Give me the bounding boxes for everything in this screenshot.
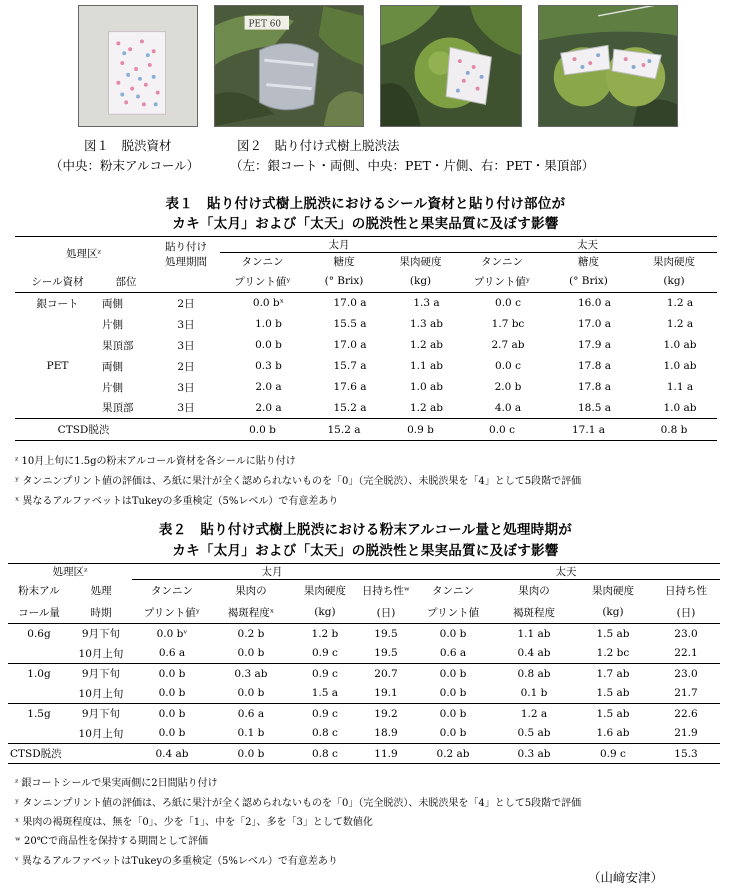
t1-cell-t2: 17.0 a: [333, 297, 367, 310]
t2-h-taiten: 太天: [412, 564, 720, 580]
t1-row: [15, 293, 717, 314]
t2-cell-a2: 0.2 b: [237, 627, 265, 640]
t1-row: [15, 335, 717, 356]
fig2-caption: 図２ 貼り付け式樹上脱渋法: [237, 138, 400, 153]
t1-cell-u3: 1.0 ab: [663, 401, 697, 414]
t2-cell-b2: 1.2 a: [494, 704, 574, 724]
t2-cell-a1: 0.0 bᵛ: [156, 627, 188, 640]
t2-cell-amount: [8, 684, 70, 704]
t1-cell-part: 両側: [102, 360, 123, 373]
t1-cell-u2: 17.9 a: [578, 339, 611, 351]
t2-note-y: ʸ タンニンプリント値の評価は、ろ紙に果汁が全く認められないものを「0」（完全脱渋）、未脱渋果を「4」として5段階で評価: [15, 798, 582, 809]
t2-cell-b1: 0.6 a: [439, 647, 467, 660]
t2-cell-b3: 1.5 ab: [596, 687, 630, 700]
t1-h-brix-2: 糖度: [578, 256, 599, 269]
table1-title-line1: 表１ 貼り付け式樹上脱渋におけるシール資材と貼り付け部位が: [165, 196, 566, 212]
t2-cell-b3: 1.7 ab: [574, 664, 652, 684]
t2-h-shelf-2: 日持ち性: [664, 585, 707, 598]
t1-cell-t2: 17.0 a: [333, 339, 367, 351]
t1-cell-period: 2日: [177, 360, 195, 373]
photo-pet-apex: [538, 5, 678, 127]
t2-h-powder: 粉末アル: [18, 585, 60, 597]
t1-h-brix-unit: (° Brix): [324, 275, 364, 288]
t2-cell-b1: 0.0 b: [412, 664, 494, 684]
t1-h-firm-2: 果肉硬度: [653, 256, 695, 269]
t1-h-print-2: プリント値ʸ: [473, 275, 531, 288]
t1-h-tannin-2: タンニン: [481, 256, 523, 269]
t2-cell-b4: 22.1: [674, 647, 698, 660]
t2-cell-b3: 1.2 bc: [596, 647, 630, 660]
t1-cell-u3: 1.0 ab: [663, 339, 697, 351]
t1-cell-part: 片側: [102, 381, 123, 394]
photo-silver-coat: [214, 5, 364, 127]
t1-cell-t3: 1.3 ab: [409, 318, 444, 330]
t1-cell-period: 3日: [177, 402, 195, 415]
t1-cell-u1: 4.0 a: [494, 401, 522, 414]
t2-cell-time: 9月下旬: [81, 628, 121, 641]
t1-cell-t1: 0.0 bˣ: [252, 297, 285, 310]
t1-cell-t2: 15.5 a: [333, 318, 367, 330]
t2-cell-a3: 0.9 c: [290, 664, 360, 684]
t1-cell-u3: 1.1 a: [666, 381, 694, 393]
t2-row: [8, 724, 720, 744]
t2-h-brown-degree-2: 褐斑程度: [513, 606, 555, 619]
photo-pet-side: [380, 5, 522, 127]
t1-note-x: ˣ 異なるアルファベットはTukeyの多重検定（5%レベル）で有意差あり: [15, 496, 339, 507]
t2-cell-a1: 0.0 b: [158, 727, 186, 740]
t2-cell-b3: 1.5 ab: [574, 704, 652, 724]
t1-cell-u2: 17.8 a: [578, 381, 611, 393]
t2-cell-b4: 21.7: [674, 687, 698, 700]
t2-h-brown-2: 果肉の: [518, 585, 550, 598]
t1-cell-u1: 1.7 bc: [491, 318, 525, 330]
t1-cell-seal: 銀コート: [36, 297, 79, 310]
t1-cell-t1: 0.3 b: [255, 360, 282, 372]
t1-h-part: 部位: [115, 275, 137, 288]
t2-cell-b1: 0.0 b: [412, 704, 494, 724]
t1-cell-u1: 2.0 b: [494, 381, 522, 393]
t2-cell-a4: 20.7: [360, 664, 412, 684]
t2-h-brown: 果肉の: [235, 585, 267, 598]
t2-cell-a1: 0.0 b: [132, 704, 212, 724]
t2-cell-a1: 0.0 b: [158, 687, 186, 700]
t1-cell-t3: 1.2 ab: [409, 339, 444, 351]
t2-cell-b2: 0.4 ab: [517, 647, 551, 660]
t1-h-firm: 果肉硬度: [399, 256, 442, 269]
t1-h-seal: シール資材: [31, 275, 84, 288]
t2-note-z: ᶻ 銀コートシールで果実両側に2日間貼り付け: [15, 778, 218, 789]
t1-cell-u3: 1.0 ab: [663, 360, 697, 372]
fig2-subcaption: （左：銀コート・両側、中央：PET・片側、右：PET・果頂部）: [230, 158, 595, 173]
t1-cell-period: 3日: [177, 339, 195, 352]
t2-cell-b1: 0.0 b: [439, 627, 467, 640]
t1-cell-t2: 15.2 a: [333, 401, 367, 414]
t2-cell-b4: 23.0: [652, 664, 720, 684]
t1-note-z: ᶻ 10月上旬に1.5gの粉末アルコール資材を各シールに貼り付け: [15, 456, 296, 467]
t2-cell-a2: 0.0 b: [237, 687, 265, 700]
t2-row: [8, 704, 720, 724]
table2-title-line1: 表２ 貼り付け式樹上脱渋における粉末アルコール量と処理時期が: [158, 522, 573, 538]
t2-cell-b2: 1.1 ab: [517, 627, 551, 640]
t2-cell-b2: 0.8 ab: [494, 664, 574, 684]
t1-cell-u2: 18.5 a: [578, 401, 611, 414]
t2-cell-b4: 23.0: [674, 627, 698, 640]
table2: [8, 563, 720, 764]
t2-row: [8, 644, 720, 664]
t2-note-x: ˣ 果肉の褐斑程度は、無を「0」、少を「1」、中を「2」、多を「3」として数値化: [15, 817, 373, 828]
t1-h-brix-unit-2: (° Brix): [569, 275, 608, 288]
t2-cell-a2: 0.6 a: [212, 704, 290, 724]
t2-ctsd-row: CTSD脱渋 0.4 ab 0.0 b 0.8 c 11.9 0.2 ab 0.3 ab 0.9 c 15.3: [8, 744, 720, 764]
t2-cell-time: 9月下旬: [70, 664, 132, 684]
t2-row: [8, 684, 720, 704]
t2-h-print: プリント値ʸ: [143, 606, 201, 619]
table2-title-line2: カキ「太月」および「太天」の脱渋性と果実品質に及ぼす影響: [172, 543, 559, 559]
t1-cell-period: 3日: [177, 318, 195, 331]
t1-cell-part: 果頂部: [102, 339, 134, 352]
t1-h-period: 貼り付け 処理期間: [165, 240, 207, 268]
t2-h-time-2: 時期: [90, 606, 112, 619]
t1-cell-t2: 17.6 a: [333, 381, 367, 393]
t1-h-taiten: 太天: [458, 237, 717, 253]
t2-cell-b3: 1.6 ab: [596, 727, 630, 740]
t2-cell-amount: [8, 644, 70, 664]
t1-ctsd-row: CTSD脱渋 0.0 b 15.2 a 0.9 b 0.0 c 17.1 a 0.8 b: [15, 419, 717, 441]
t2-cell-time: 10月上旬: [78, 647, 124, 660]
t2-cell-b4: 22.6: [652, 704, 720, 724]
t2-cell-a4: 19.5: [374, 647, 398, 660]
t1-cell-t3: 1.0 ab: [409, 381, 444, 393]
t1-cell-u1: 0.0 c: [495, 360, 521, 372]
t2-cell-a4: 19.5: [374, 627, 398, 640]
t1-cell-u1: 0.0 c: [495, 297, 521, 310]
t2-h-firm: 果肉硬度: [303, 585, 346, 598]
t1-row: [15, 356, 717, 377]
t2-cell-time: 10月上旬: [78, 687, 124, 700]
t1-cell-t1: 2.0 a: [255, 401, 282, 414]
t1-h-print: プリント値ʸ: [234, 275, 291, 288]
t1-cell-seal: [15, 314, 100, 335]
t2-note-v: ᵛ 異なるアルファベットはTukeyの多重検定（5%レベル）で有意差あり: [15, 856, 338, 867]
t2-cell-a4: 19.1: [374, 687, 398, 700]
t1-row: [15, 314, 717, 335]
t2-h-powder-2: コール量: [18, 606, 60, 619]
t2-h-tannin-2: タンニン: [432, 585, 475, 598]
t2-cell-b2: 0.1 b: [520, 687, 548, 700]
t2-cell-a3: 1.5 a: [311, 687, 339, 700]
table1-title-line2: カキ「太月」および「太天」の脱渋性と果実品質に及ぼす影響: [172, 216, 559, 232]
t1-cell-part: 両側: [102, 297, 123, 310]
t1-cell-part: 片側: [102, 318, 123, 331]
t1-h-brix: 糖度: [333, 256, 355, 269]
t1-h-firm-unit: (kg): [409, 275, 432, 288]
t2-cell-a3: 1.2 b: [311, 627, 339, 640]
t1-h-firm-unit-2: (kg): [663, 275, 685, 288]
t2-h-firm-unit-2: (kg): [602, 606, 624, 619]
t2-row: [8, 624, 720, 644]
t2-cell-a2: 0.0 b: [237, 647, 265, 660]
t1-cell-t1: 2.0 a: [255, 381, 282, 393]
t1-h-treatment: 処理区ᶻ: [66, 248, 101, 261]
t1-cell-seal: [15, 335, 100, 356]
t1-cell-u2: 16.0 a: [578, 297, 611, 310]
t1-cell-t3: 1.3 a: [413, 297, 440, 310]
t2-cell-b1: 0.0 b: [439, 687, 467, 700]
t2-h-firm-unit: (kg): [314, 606, 336, 619]
t2-cell-time: 9月下旬: [70, 704, 132, 724]
t2-cell-time: 10月上旬: [78, 727, 124, 740]
t2-cell-a1: 0.0 b: [132, 664, 212, 684]
t2-cell-amount: 0.6g: [27, 627, 51, 640]
t1-cell-t2: 15.7 a: [333, 360, 367, 372]
t2-h-print-2: プリント値: [426, 606, 480, 619]
t1-row: [15, 398, 717, 419]
t2-h-brown-degree: 褐斑程度ˣ: [227, 606, 275, 619]
t2-row: [8, 664, 720, 684]
fig1-subcaption: （中央：粉末アルコール）: [50, 158, 200, 173]
t1-cell-t1: 0.0 b: [255, 339, 282, 351]
t1-cell-u2: 17.8 a: [578, 360, 611, 372]
t1-cell-u1: 2.7 ab: [491, 339, 525, 351]
t1-h-tannin: タンニン: [241, 256, 284, 269]
t2-h-time: 処理: [90, 585, 112, 597]
t1-cell-t3: 1.2 ab: [409, 401, 444, 414]
t1-cell-u3: 1.2 a: [666, 318, 694, 330]
t2-cell-amount: [8, 724, 70, 744]
t2-cell-a3: 0.9 c: [290, 704, 360, 724]
t1-note-y: ʸ タンニンプリント値の評価は、ろ紙に果汁が全く認められないものを「0」（完全脱渋）、未脱渋果を「4」として5段階で評価: [15, 476, 582, 487]
t2-cell-b2: 0.5 ab: [517, 727, 551, 740]
t2-cell-a2: 0.3 ab: [212, 664, 290, 684]
t1-row: [15, 377, 717, 398]
t1-cell-t1: 1.0 b: [255, 318, 282, 330]
t2-cell-a4: 18.9: [374, 727, 398, 740]
t1-cell-seal: [15, 398, 100, 419]
t2-cell-b1: 0.0 b: [439, 727, 467, 740]
t2-cell-amount: 1.0g: [8, 664, 70, 684]
t1-cell-t3: 1.1 ab: [409, 360, 444, 372]
t2-cell-a1: 0.6 a: [158, 647, 186, 660]
t2-h-treatment: 処理区ᶻ: [52, 566, 88, 579]
t2-cell-a3: 0.9 c: [311, 647, 338, 660]
t2-cell-amount: 1.5g: [8, 704, 70, 724]
t2-h-shelf: 日持ち性ʷ: [361, 585, 411, 598]
t1-cell-u2: 17.0 a: [578, 318, 611, 330]
t2-h-taigetsu: 太月: [132, 564, 412, 580]
t1-cell-period: 3日: [177, 381, 195, 394]
t2-cell-b4: 21.9: [674, 727, 698, 740]
table1: [15, 236, 717, 441]
t2-note-w: ʷ 20℃で商品性を保持する期間として評価: [15, 836, 208, 847]
t2-cell-a2: 0.1 b: [237, 727, 265, 740]
t1-cell-seal: PET: [46, 360, 69, 372]
t2-h-shelf-unit: (日): [376, 606, 396, 619]
t1-cell-period: 2日: [177, 297, 195, 310]
t1-cell-part: 果頂部: [102, 402, 134, 415]
author: （山﨑安津）: [588, 870, 664, 885]
t1-cell-seal: [15, 377, 100, 398]
fig1-caption: 図１ 脱渋資材: [84, 138, 172, 153]
t2-cell-b3: 1.5 ab: [596, 627, 630, 640]
figure-photos: [78, 5, 678, 127]
t2-h-tannin: タンニン: [150, 585, 193, 598]
t1-cell-u3: 1.2 a: [666, 297, 694, 310]
photo-powder-alcohol: [78, 5, 198, 127]
t2-cell-a3: 0.8 c: [311, 727, 338, 740]
svg-text:PET 60: PET 60: [248, 19, 282, 30]
t2-cell-a4: 19.2: [360, 704, 412, 724]
t1-h-taigetsu: 太月: [220, 237, 458, 253]
t2-h-firm-2: 果肉硬度: [591, 585, 634, 598]
t2-h-shelf-unit-2: (日): [676, 606, 696, 619]
